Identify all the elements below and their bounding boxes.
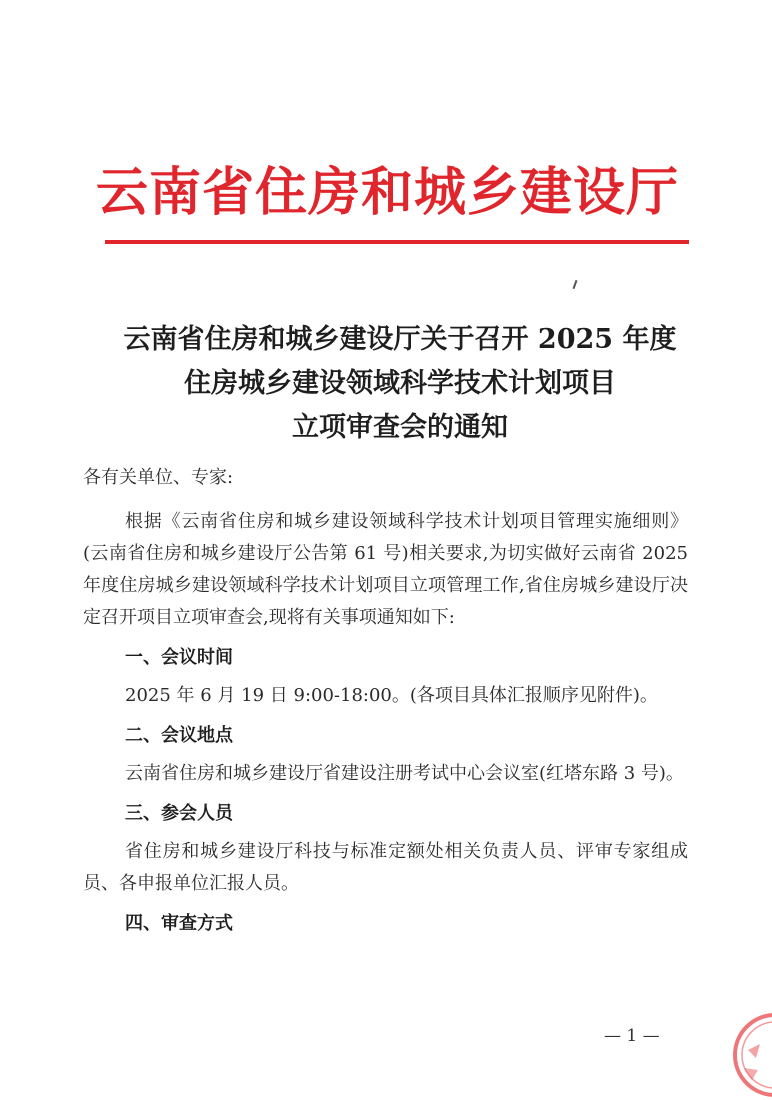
page-number: — 1 — — [604, 1026, 660, 1046]
official-seal-icon — [730, 1010, 772, 1100]
title-line-2: 住房城乡建设领域科学技术计划项目 — [184, 368, 616, 399]
document-body — [83, 462, 688, 946]
section-text-location: 云南省住房和城乡建设厅省建设注册考试中心会议室(红塔东路 3 号)。 — [125, 763, 684, 784]
section-heading-location: 二、会议地点 — [125, 725, 233, 746]
header-red-rule — [105, 240, 689, 244]
pen-mark — [573, 280, 578, 289]
title-line-3: 立项审查会的通知 — [292, 412, 508, 443]
title-line-1: 云南省住房和城乡建设厅关于召开 2025 年度 — [123, 324, 677, 355]
intro-paragraph: 根据《云南省住房和城乡建设领域科学技术计划项目管理实施细则》(云南省住房和城乡建设厅公告第 61 号)相关要求,为切实做好云南省 2025 年度住房城乡建设领域科学技术计划项目立项管理工作,省住房城乡建设厅决定召开项目立项审查会,现将有关事项通知如下: — [83, 511, 688, 628]
section-text-time: 2025 年 6 月 19 日 9:00-18:00。(各项目具体汇报顺序见附件)。 — [125, 685, 658, 706]
section-heading-time: 一、会议时间 — [125, 647, 233, 668]
salutation: 各有关单位、专家: — [83, 467, 234, 488]
section-heading-attendees: 三、参会人员 — [125, 803, 233, 824]
document-title — [80, 318, 720, 450]
section-text-attendees: 省住房和城乡建设厅科技与标准定额处相关负责人员、评审专家组成员、各申报单位汇报人员。 — [83, 841, 688, 894]
issuer-header-title: 云南省住房和城乡建设厅 — [96, 163, 680, 223]
section-heading-review-method: 四、审查方式 — [125, 913, 233, 934]
